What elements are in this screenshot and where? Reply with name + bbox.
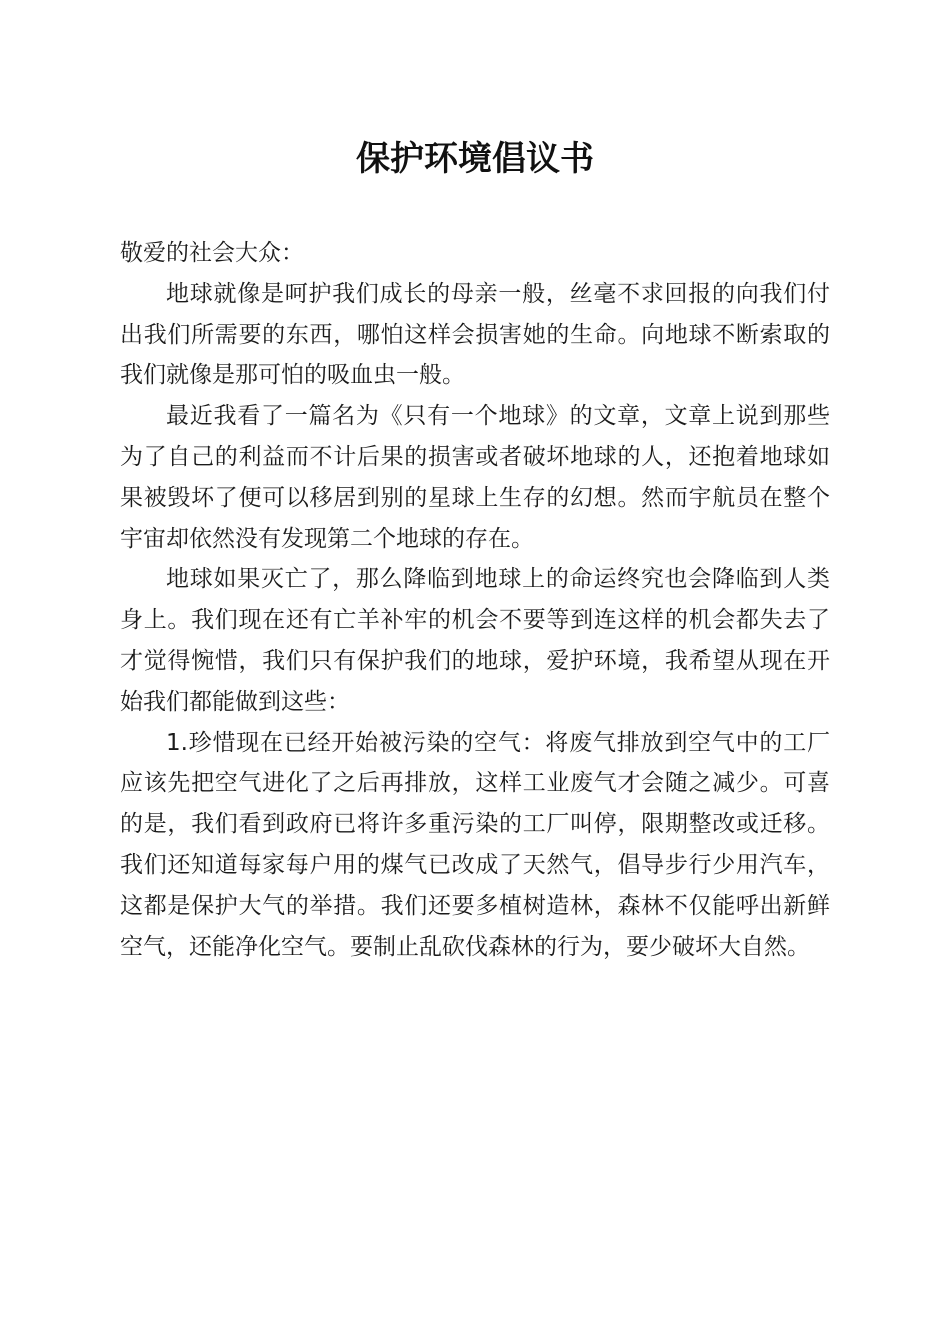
paragraph-item-1-air: 1.珍惜现在已经开始被污染的空气：将废气排放到空气中的工厂应该先把空气进化了之后再排放，这样工业废气才会随之减少。可喜的是，我们看到政府已将许多重污染的工厂叫停，限期整改或迁移。我们还知道每家每户用的煤气已改成了天然气，倡导步行少用汽车，这都是保护大气的举措。我们还要多植树造林，森林不仅能呼出新鲜空气，还能净化空气。要制止乱砍伐森林的行为，要少破坏大自然。 (120, 729, 830, 960)
document-body (120, 233, 830, 967)
salutation: 敬爱的社会大众： (120, 240, 304, 266)
paragraph-earth-mother: 地球就像是呵护我们成长的母亲一般，丝毫不求回报的向我们付出我们所需要的东西，哪怕这样会损害她的生命。向地球不断索取的我们就像是那可怕的吸血虫一般。 (120, 280, 830, 389)
document-title: 保护环境倡议书 (356, 139, 594, 179)
paragraph-protect-environment: 地球如果灭亡了，那么降临到地球上的命运终究也会降临到人类身上。我们现在还有亡羊补牢的机会不要等到连这样的机会都失去了才觉得惋惜，我们只有保护我们的地球，爱护环境，我希望从现在开始我们都能做到这些： (120, 566, 830, 715)
paragraph-one-earth-article: 最近我看了一篇名为《只有一个地球》的文章，文章上说到那些为了自己的利益而不计后果的损害或者破坏地球的人，还抱着地球如果被毁坏了便可以移居到别的星球上生存的幻想。然而宇航员在整个宇宙却依然没有发现第二个地球的存在。 (120, 403, 830, 552)
